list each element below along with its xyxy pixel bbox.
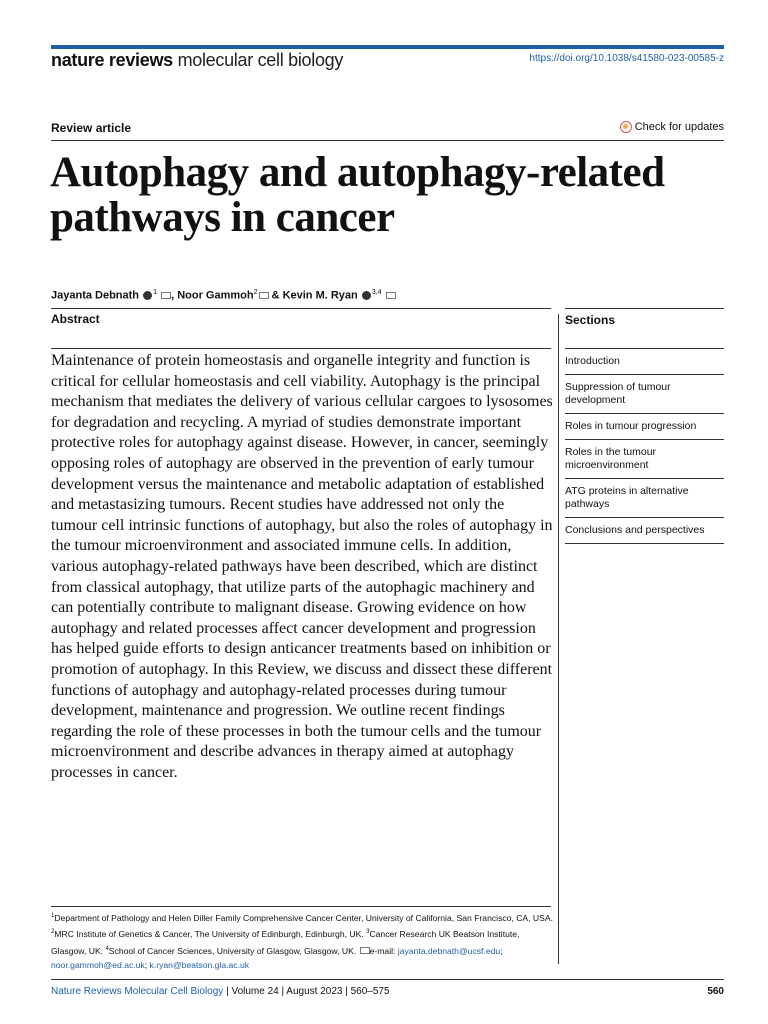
abstract-divider: [51, 348, 551, 349]
section-link-atg-proteins[interactable]: ATG proteins in alternative pathways: [565, 479, 724, 518]
section-link-microenvironment[interactable]: Roles in the tumour microenvironment: [565, 440, 724, 479]
email-link[interactable]: k.ryan@beatson.gla.ac.uk: [149, 960, 250, 971]
abstract-top-divider: [51, 308, 551, 309]
sections-heading: Sections: [565, 313, 616, 327]
footer-divider: [51, 979, 724, 980]
author-separator: &: [268, 289, 283, 302]
affiliation-text: Department of Pathology and Helen Diller Family Comprehensive Cancer Center, University of California, San Francisco, CA, USA.: [54, 912, 553, 923]
author-affiliation-mark: 3,4: [371, 289, 382, 296]
author-affiliation-mark: 2: [253, 289, 258, 296]
orcid-icon[interactable]: [362, 291, 371, 300]
sections-top-divider: [565, 308, 724, 309]
affiliations-divider: [51, 906, 551, 907]
email-separator: ;: [144, 960, 150, 971]
section-link-suppression[interactable]: Suppression of tumour development: [565, 375, 724, 414]
check-updates-button[interactable]: [620, 121, 724, 133]
column-divider: [558, 314, 559, 964]
affiliation-number: 3: [366, 929, 370, 936]
email-icon[interactable]: [386, 292, 396, 299]
email-icon[interactable]: [161, 292, 171, 299]
page-number: 560: [707, 986, 724, 997]
footer-volume-details: | Volume 24 | August 2023 | 560–575: [223, 986, 390, 997]
affiliation-text: MRC Institute of Genetics & Cancer, The University of Edinburgh, Edinburgh, UK.: [54, 929, 367, 940]
affiliation-text: Cancer Research UK Beatson Institute, Glasgow, UK.: [51, 929, 520, 956]
footer-journal-name: Nature Reviews Molecular Cell Biology: [51, 986, 224, 997]
header-divider: [51, 140, 724, 141]
author-name: Kevin M. Ryan: [282, 289, 358, 302]
section-link-conclusions[interactable]: Conclusions and perspectives: [565, 518, 724, 544]
check-updates-label: Check for updates: [634, 121, 724, 133]
author-list: [51, 289, 396, 302]
sections-nav: [565, 348, 724, 544]
email-icon[interactable]: [259, 292, 269, 299]
doi-link[interactable]: https://doi.org/10.1038/s41580-023-00585-z: [529, 53, 724, 64]
affiliation-text: School of Cancer Sciences, University of Glasgow, Glasgow, UK.: [108, 945, 359, 956]
section-link-introduction[interactable]: Introduction: [565, 349, 724, 375]
journal-name: [51, 50, 343, 71]
article-title: Autophagy and autophagy-related pathways in cancer: [50, 149, 665, 241]
header-accent-bar: [51, 45, 724, 49]
email-icon: [360, 947, 370, 954]
email-separator: ;: [500, 945, 503, 956]
orcid-icon[interactable]: [143, 291, 152, 300]
check-updates-icon: [620, 121, 632, 133]
abstract-body: Maintenance of protein homeostasis and organelle integrity and function is critical for cellular homeostasis and cell viability. Autophagy is the principal mechanism that mediates the delivery of various cellular cargoes to lysosomes for degradation and recycling. A myriad of studies demonstrate important protective roles for autophagy against disease. However, in cancer, seemingly opposing roles of autophagy are observed in the prevention of early tumour development versus the maintenance and metabolic adaptation of established and metastasizing tumours. Recent studies have addressed not only the tumour cell intrinsic functions of autophagy, but also the roles of autophagy in the tumour microenvironment and associated immune cells. In addition, various autophagy-related pathways have been described, which are distinct from classical autophagy, that utilize parts of the autophagic machinery and can potentially contribute to malignant disease. Growing evidence on how autophagy and related processes affect cancer development and progression has helped guide efforts to design anticancer treatments based on inhibition or promotion of autophagy. In this Review, we discuss and dissect these different functions of autophagy and autophagy-related processes during tumour development, maintenance and progression. We outline recent findings regarding the role of these processes in both the tumour cells and the tumour microenvironment and describe advances in therapy aimed at autophagy processes in cancer.: [51, 352, 553, 781]
affiliation-number: 4: [105, 945, 109, 952]
email-link[interactable]: noor.gammoh@ed.ac.uk: [51, 960, 145, 971]
author-affiliation-mark: 1: [153, 289, 157, 296]
journal-name-bold: nature reviews: [51, 50, 173, 70]
author-name: Noor Gammoh: [177, 289, 254, 302]
article-type: Review article: [51, 121, 132, 135]
affiliation-number: 2: [51, 929, 55, 936]
footer-citation: [51, 986, 390, 997]
abstract-heading: Abstract: [51, 312, 100, 326]
email-label: e-mail:: [369, 945, 398, 956]
author-separator: ,: [171, 289, 178, 302]
email-link[interactable]: jayanta.debnath@ucsf.edu: [397, 945, 501, 956]
affiliations: [51, 909, 556, 973]
affiliation-number: 1: [51, 913, 55, 919]
author-name: Jayanta Debnath: [51, 289, 140, 302]
section-link-progression[interactable]: Roles in tumour progression: [565, 414, 724, 440]
journal-name-light: molecular cell biology: [177, 50, 344, 70]
